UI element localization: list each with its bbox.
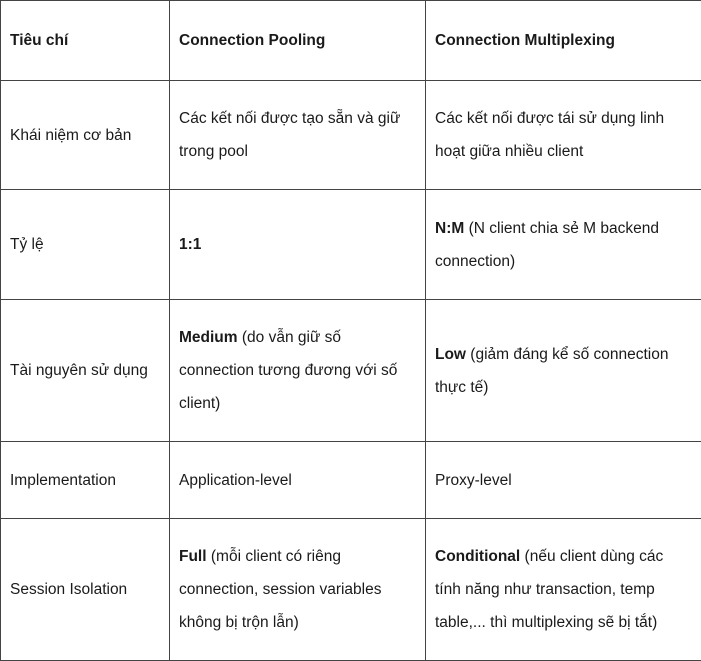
- pooling-cell-text: (do vẫn giữ số connection tương đương với số client): [179, 329, 398, 412]
- row-criterion: Tài nguyên sử dụng: [1, 300, 170, 442]
- pooling-cell: [170, 81, 426, 190]
- multiplexing-cell: [426, 519, 701, 661]
- multiplexing-cell-text: (nếu client dùng các tính năng như transaction, temp table,... thì multiplexing sẽ bị tắt): [435, 548, 664, 631]
- pooling-cell: [170, 190, 426, 300]
- multiplexing-cell-text: Proxy-level: [435, 471, 512, 489]
- pooling-cell-text: (mỗi client có riêng connection, session variables không bị trộn lẫn): [179, 548, 382, 631]
- pooling-cell-text: Application-level: [179, 471, 292, 489]
- row-criterion: Session Isolation: [1, 519, 170, 661]
- table-row: [1, 442, 701, 519]
- row-criterion: Khái niệm cơ bản: [1, 81, 170, 190]
- table-row: [1, 519, 701, 661]
- table-header-row: [1, 1, 701, 81]
- multiplexing-cell: [426, 81, 701, 190]
- multiplexing-cell-bold: N:M: [435, 219, 465, 237]
- table-row: [1, 81, 701, 190]
- pooling-cell: [170, 300, 426, 442]
- multiplexing-cell: [426, 300, 701, 442]
- table-row: [1, 300, 701, 442]
- pooling-cell-bold: Full: [179, 548, 207, 565]
- header-connection-pooling: Connection Pooling: [170, 1, 426, 81]
- multiplexing-cell-text: Các kết nối được tái sử dụng linh hoạt giữa nhiều client: [435, 110, 665, 160]
- table-row: [1, 190, 701, 300]
- pooling-cell: [170, 519, 426, 661]
- multiplexing-cell: [426, 442, 701, 519]
- multiplexing-cell-text: (giảm đáng kể số connection thực tế): [435, 345, 669, 396]
- pooling-cell-bold: Medium: [179, 329, 238, 346]
- multiplexing-cell-bold: Conditional: [435, 548, 521, 565]
- row-criterion: Implementation: [1, 442, 170, 519]
- pooling-cell-text: Các kết nối được tạo sẵn và giữ trong pool: [179, 110, 401, 160]
- row-criterion: Tỷ lệ: [1, 190, 170, 300]
- multiplexing-cell-text: (N client chia sẻ M backend connection): [435, 219, 659, 270]
- header-criterion: Tiêu chí: [1, 1, 170, 81]
- pooling-cell: [170, 442, 426, 519]
- header-connection-multiplexing: Connection Multiplexing: [426, 1, 701, 81]
- multiplexing-cell: [426, 190, 701, 300]
- multiplexing-cell-bold: Low: [435, 345, 466, 363]
- pooling-cell-bold: 1:1: [179, 236, 202, 253]
